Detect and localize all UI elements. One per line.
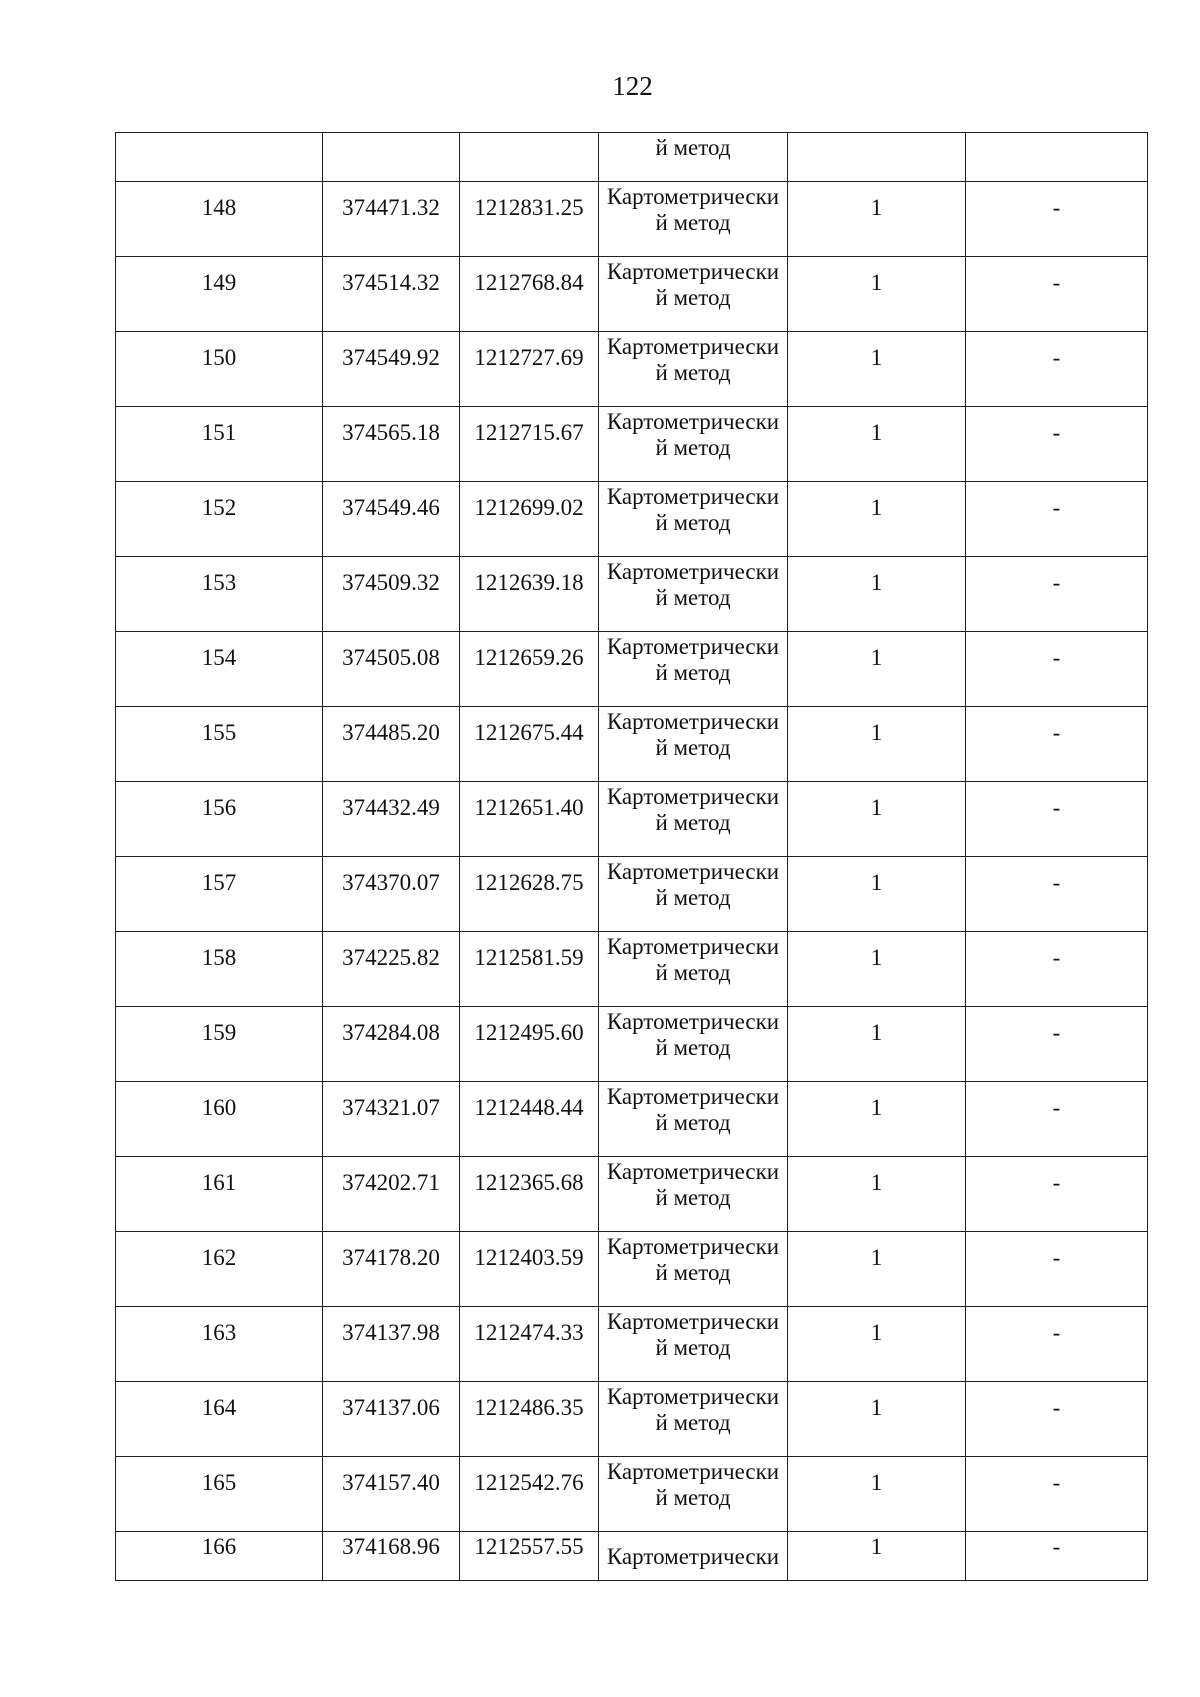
cell-note bbox=[966, 133, 1148, 182]
cell-num: 150 bbox=[116, 332, 323, 407]
method-text: Картометрически й метод bbox=[606, 1159, 780, 1210]
cell-note: - bbox=[966, 1157, 1148, 1232]
cell-y: 1212542.76 bbox=[460, 1457, 599, 1532]
cell-method bbox=[599, 1082, 788, 1157]
cell-num: 158 bbox=[116, 932, 323, 1007]
cell-y: 1212581.59 bbox=[460, 932, 599, 1007]
cell-method bbox=[599, 1382, 788, 1457]
cell-num: 157 bbox=[116, 857, 323, 932]
cell-accuracy: 1 bbox=[788, 857, 966, 932]
cell-accuracy: 1 bbox=[788, 407, 966, 482]
cell-y: 1212727.69 bbox=[460, 332, 599, 407]
cell-method bbox=[599, 1157, 788, 1232]
cell-x: 374485.20 bbox=[323, 707, 460, 782]
method-text: Картометрически й метод bbox=[606, 709, 780, 760]
cell-x: 374565.18 bbox=[323, 407, 460, 482]
method-text: Картометрически й метод bbox=[606, 409, 780, 460]
cell-accuracy: 1 bbox=[788, 1232, 966, 1307]
table-row bbox=[116, 1007, 1148, 1082]
cell-accuracy: 1 bbox=[788, 707, 966, 782]
cell-num: 166 bbox=[116, 1532, 323, 1581]
cell-note: - bbox=[966, 857, 1148, 932]
cell-x: 374321.07 bbox=[323, 1082, 460, 1157]
cell-y: 1212659.26 bbox=[460, 632, 599, 707]
cell-method bbox=[599, 482, 788, 557]
cell-accuracy: 1 bbox=[788, 257, 966, 332]
cell-num: 151 bbox=[116, 407, 323, 482]
cell-method bbox=[599, 932, 788, 1007]
cell-method bbox=[599, 557, 788, 632]
cell-y: 1212768.84 bbox=[460, 257, 599, 332]
cell-num: 165 bbox=[116, 1457, 323, 1532]
method-text: Картометрически й метод bbox=[606, 934, 780, 985]
cell-note: - bbox=[966, 1532, 1148, 1581]
cell-y: 1212651.40 bbox=[460, 782, 599, 857]
cell-y: 1212448.44 bbox=[460, 1082, 599, 1157]
method-text: Картометрически й метод bbox=[606, 1309, 780, 1360]
cell-accuracy: 1 bbox=[788, 332, 966, 407]
method-text: Картометрически й метод bbox=[606, 1084, 780, 1135]
cell-accuracy: 1 bbox=[788, 1307, 966, 1382]
cell-note: - bbox=[966, 257, 1148, 332]
table-body bbox=[116, 133, 1148, 1581]
cell-y: 1212699.02 bbox=[460, 482, 599, 557]
method-text: Картометрически й метод bbox=[606, 259, 780, 310]
table-row bbox=[116, 1082, 1148, 1157]
cell-num: 155 bbox=[116, 707, 323, 782]
cell-method bbox=[599, 1457, 788, 1532]
cell-x: 374168.96 bbox=[323, 1532, 460, 1581]
cell-accuracy: 1 bbox=[788, 782, 966, 857]
cell-note: - bbox=[966, 1307, 1148, 1382]
cell-note: - bbox=[966, 332, 1148, 407]
method-text: Картометрически й метод bbox=[606, 634, 780, 685]
cell-x: 374432.49 bbox=[323, 782, 460, 857]
method-text: Картометрически й метод bbox=[606, 559, 780, 610]
cell-y: 1212486.35 bbox=[460, 1382, 599, 1457]
cell-num: 162 bbox=[116, 1232, 323, 1307]
cell-x: 374505.08 bbox=[323, 632, 460, 707]
cell-y bbox=[460, 133, 599, 182]
cell-x: 374509.32 bbox=[323, 557, 460, 632]
table-row bbox=[116, 1157, 1148, 1232]
cell-accuracy: 1 bbox=[788, 1157, 966, 1232]
table-row-last bbox=[116, 1532, 1148, 1581]
cell-num: 153 bbox=[116, 557, 323, 632]
table-row-continuation bbox=[116, 133, 1148, 182]
table-row bbox=[116, 257, 1148, 332]
cell-num: 161 bbox=[116, 1157, 323, 1232]
method-text: Картометрически й метод bbox=[606, 334, 780, 385]
method-text: Картометрически й метод bbox=[606, 184, 780, 235]
cell-accuracy: 1 bbox=[788, 1382, 966, 1457]
table-row bbox=[116, 932, 1148, 1007]
method-text: Картометрически й метод bbox=[606, 484, 780, 535]
cell-method bbox=[599, 1232, 788, 1307]
cell-num: 154 bbox=[116, 632, 323, 707]
cell-num: 160 bbox=[116, 1082, 323, 1157]
method-text: Картометрически й метод bbox=[606, 1009, 780, 1060]
cell-x: 374157.40 bbox=[323, 1457, 460, 1532]
cell-accuracy: 1 bbox=[788, 1532, 966, 1581]
table-row bbox=[116, 407, 1148, 482]
cell-x: 374549.46 bbox=[323, 482, 460, 557]
table-row bbox=[116, 632, 1148, 707]
table-row bbox=[116, 332, 1148, 407]
cell-y: 1212557.55 bbox=[460, 1532, 599, 1581]
table-row bbox=[116, 857, 1148, 932]
method-text: Картометрически й метод bbox=[606, 1459, 780, 1510]
cell-x: 374549.92 bbox=[323, 332, 460, 407]
cell-method: й метод bbox=[599, 133, 788, 182]
method-text: Картометрически й метод bbox=[606, 1234, 780, 1285]
cell-num: 164 bbox=[116, 1382, 323, 1457]
cell-num: 149 bbox=[116, 257, 323, 332]
table-row bbox=[116, 1232, 1148, 1307]
cell-num: 156 bbox=[116, 782, 323, 857]
cell-note: - bbox=[966, 482, 1148, 557]
table-row bbox=[116, 182, 1148, 257]
cell-num: 159 bbox=[116, 1007, 323, 1082]
method-text: Картометрически й метод bbox=[606, 859, 780, 910]
table-row bbox=[116, 557, 1148, 632]
coordinates-table bbox=[115, 132, 1148, 1581]
cell-num: 152 bbox=[116, 482, 323, 557]
cell-x: 374225.82 bbox=[323, 932, 460, 1007]
table-row bbox=[116, 482, 1148, 557]
cell-y: 1212639.18 bbox=[460, 557, 599, 632]
method-text: Картометрически й метод bbox=[606, 1384, 780, 1435]
cell-accuracy: 1 bbox=[788, 1457, 966, 1532]
cell-accuracy: 1 bbox=[788, 1082, 966, 1157]
cell-method bbox=[599, 332, 788, 407]
cell-method bbox=[599, 857, 788, 932]
cell-method bbox=[599, 782, 788, 857]
cell-y: 1212675.44 bbox=[460, 707, 599, 782]
cell-x: 374370.07 bbox=[323, 857, 460, 932]
table-row bbox=[116, 1307, 1148, 1382]
cell-note: - bbox=[966, 1082, 1148, 1157]
cell-x: 374178.20 bbox=[323, 1232, 460, 1307]
cell-num: 163 bbox=[116, 1307, 323, 1382]
cell-accuracy: 1 bbox=[788, 182, 966, 257]
cell-note: - bbox=[966, 182, 1148, 257]
table-row bbox=[116, 1457, 1148, 1532]
cell-x: 374137.98 bbox=[323, 1307, 460, 1382]
cell-note: - bbox=[966, 632, 1148, 707]
cell-x: 374514.32 bbox=[323, 257, 460, 332]
cell-accuracy: 1 bbox=[788, 932, 966, 1007]
cell-note: - bbox=[966, 932, 1148, 1007]
cell-note: - bbox=[966, 1457, 1148, 1532]
cell-accuracy: 1 bbox=[788, 557, 966, 632]
cell-accuracy: 1 bbox=[788, 482, 966, 557]
cell-method bbox=[599, 1007, 788, 1082]
cell-method: Картометрически bbox=[599, 1532, 788, 1581]
cell-method bbox=[599, 182, 788, 257]
cell-y: 1212365.68 bbox=[460, 1157, 599, 1232]
cell-x bbox=[323, 133, 460, 182]
cell-y: 1212628.75 bbox=[460, 857, 599, 932]
cell-x: 374202.71 bbox=[323, 1157, 460, 1232]
cell-y: 1212715.67 bbox=[460, 407, 599, 482]
cell-note: - bbox=[966, 407, 1148, 482]
cell-note: - bbox=[966, 557, 1148, 632]
cell-x: 374471.32 bbox=[323, 182, 460, 257]
cell-note: - bbox=[966, 707, 1148, 782]
table-row bbox=[116, 1382, 1148, 1457]
cell-method bbox=[599, 407, 788, 482]
cell-num bbox=[116, 133, 323, 182]
method-text: Картометрически й метод bbox=[606, 784, 780, 835]
cell-note: - bbox=[966, 1232, 1148, 1307]
cell-note: - bbox=[966, 1007, 1148, 1082]
cell-y: 1212831.25 bbox=[460, 182, 599, 257]
cell-note: - bbox=[966, 782, 1148, 857]
cell-y: 1212474.33 bbox=[460, 1307, 599, 1382]
cell-x: 374284.08 bbox=[323, 1007, 460, 1082]
cell-x: 374137.06 bbox=[323, 1382, 460, 1457]
cell-num: 148 bbox=[116, 182, 323, 257]
cell-method bbox=[599, 1307, 788, 1382]
cell-accuracy bbox=[788, 133, 966, 182]
page-number: 122 bbox=[612, 71, 653, 101]
cell-method bbox=[599, 707, 788, 782]
cell-note: - bbox=[966, 1382, 1148, 1457]
table-row bbox=[116, 707, 1148, 782]
cell-accuracy: 1 bbox=[788, 1007, 966, 1082]
table-row bbox=[116, 782, 1148, 857]
cell-accuracy: 1 bbox=[788, 632, 966, 707]
cell-method bbox=[599, 257, 788, 332]
cell-y: 1212403.59 bbox=[460, 1232, 599, 1307]
cell-y: 1212495.60 bbox=[460, 1007, 599, 1082]
cell-method bbox=[599, 632, 788, 707]
